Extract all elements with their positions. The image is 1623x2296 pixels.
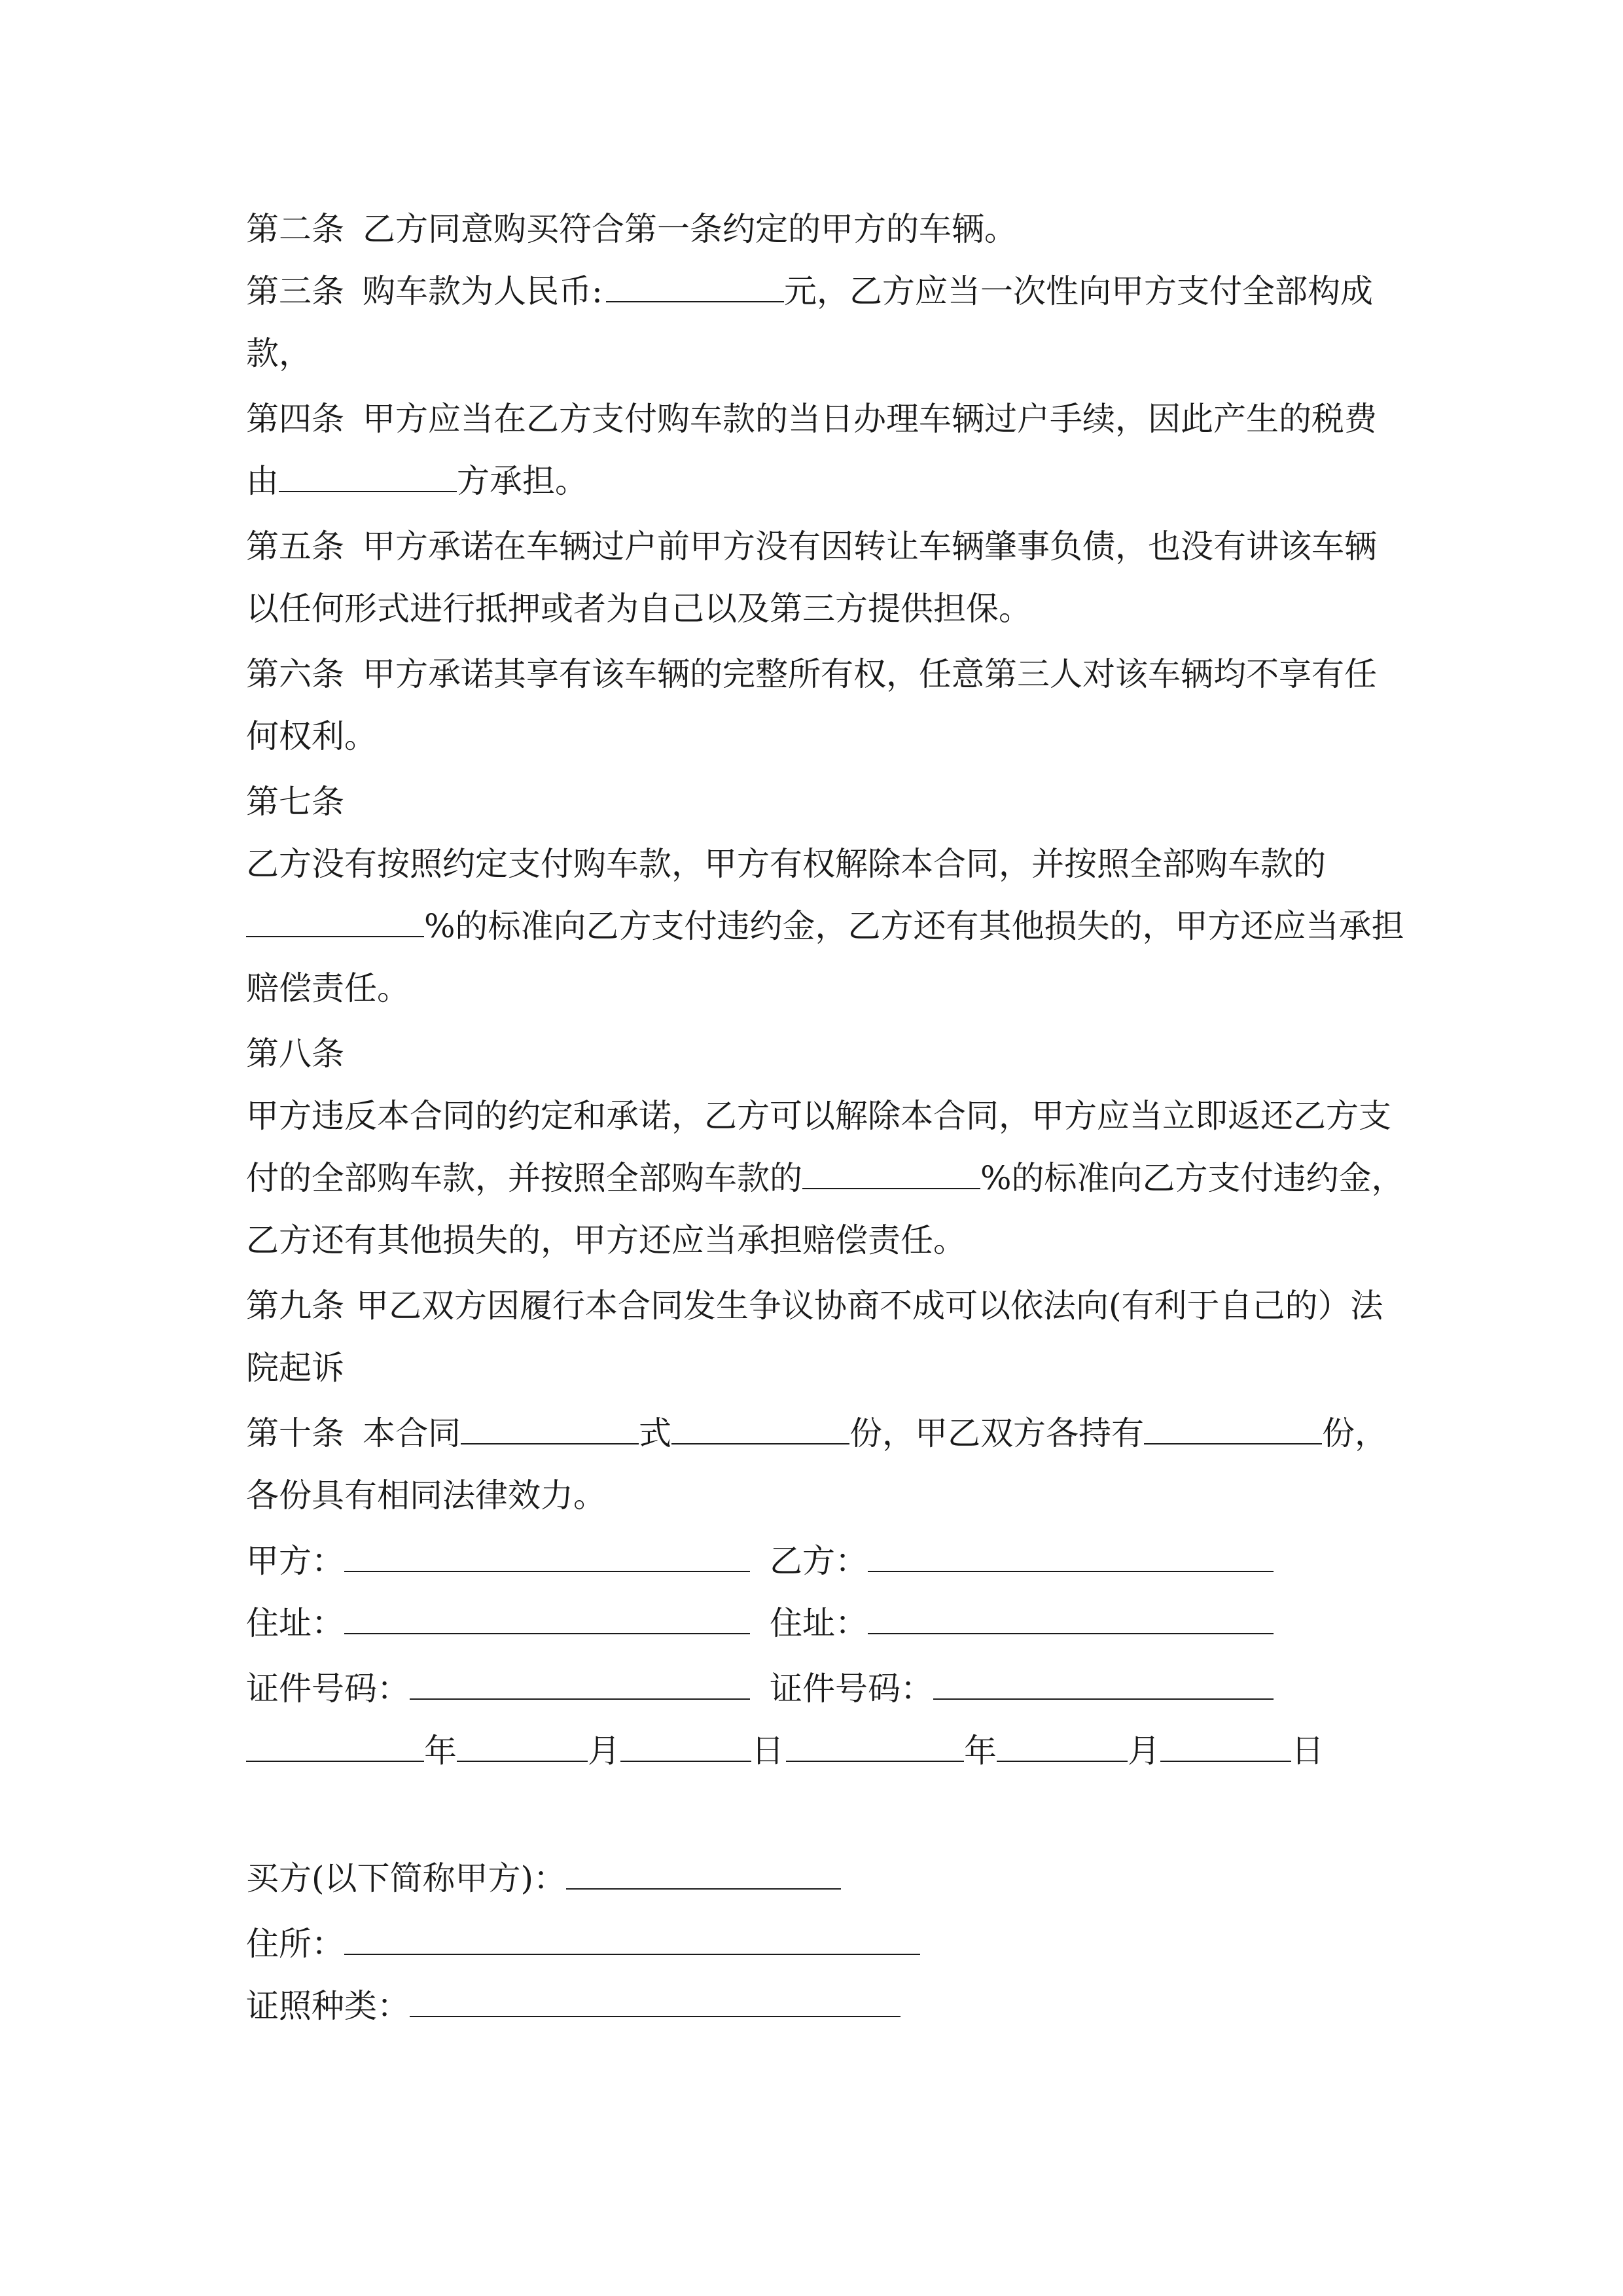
article-3-text-end: 款， bbox=[246, 334, 312, 372]
article-3-text: 购车款为人民币: bbox=[363, 272, 603, 310]
article-6-text: 甲方承诺其享有该车辆的完整所有权，任意第三人对该车辆均不享有任 bbox=[363, 655, 1377, 693]
party-a-label: 甲方： bbox=[246, 1542, 344, 1580]
id-b-label: 证件号码： bbox=[770, 1670, 933, 1708]
article-8-text-b: 付的全部购车款，并按照全部购车款的 bbox=[246, 1159, 802, 1197]
month-b-field[interactable] bbox=[997, 1732, 1128, 1762]
article-8-line-3 bbox=[246, 1221, 966, 1260]
party-b-label: 乙方： bbox=[770, 1542, 868, 1580]
article-10-text-c: 份，甲乙双方各持有 bbox=[849, 1414, 1144, 1452]
day-b-label: 日 bbox=[1291, 1732, 1324, 1770]
article-9-line-2 bbox=[246, 1348, 344, 1388]
article-4 bbox=[246, 399, 1377, 439]
year-a-label: 年 bbox=[424, 1732, 457, 1770]
address-row bbox=[246, 1604, 868, 1643]
article-5-text-b: 以任何形式进行抵押或者为自己以及第三方提供担保。 bbox=[246, 590, 1031, 628]
article-9-label: 第九条 bbox=[246, 1287, 344, 1325]
license-type-field[interactable] bbox=[410, 1987, 901, 2017]
month-a-field[interactable] bbox=[457, 1732, 588, 1762]
article-10-text-e: 各份具有相同法律效力。 bbox=[246, 1477, 606, 1515]
article-5 bbox=[246, 527, 1377, 566]
buyer-name-field[interactable] bbox=[566, 1859, 841, 1890]
id-b-field[interactable] bbox=[933, 1670, 1274, 1700]
article-7-text-b: %的标准向乙方支付违约金，乙方还有其他损失的，甲方还应当承担 bbox=[424, 907, 1404, 945]
article-6-text-b: 何权利。 bbox=[246, 717, 377, 755]
article-10 bbox=[246, 1414, 1387, 1453]
month-b-label: 月 bbox=[1128, 1732, 1160, 1770]
article-4-text-c: 方承担。 bbox=[457, 462, 588, 500]
article-7-label bbox=[246, 782, 344, 821]
article-5-line-2 bbox=[246, 589, 1031, 628]
article-4-text: 甲方应当在乙方支付购车款的当日办理车辆过户手续，因此产生的税费 bbox=[363, 400, 1377, 438]
article-8-label bbox=[246, 1034, 344, 1073]
tax-bearer-blank[interactable] bbox=[279, 462, 457, 492]
copies-each-blank[interactable] bbox=[1144, 1414, 1322, 1444]
day-a-field[interactable] bbox=[620, 1732, 751, 1762]
address-a-label: 住址： bbox=[246, 1604, 344, 1642]
month-a-label: 月 bbox=[588, 1732, 620, 1770]
party-row bbox=[246, 1541, 868, 1581]
buyer-row bbox=[246, 1859, 841, 1898]
article-7-line-3 bbox=[246, 969, 410, 1008]
year-b-field[interactable] bbox=[786, 1732, 964, 1762]
residence-field[interactable] bbox=[344, 1925, 920, 1955]
article-7-line-1 bbox=[246, 844, 1326, 884]
article-3-text-cont: 元，乙方应当一次性向甲方支付全部构成 bbox=[784, 272, 1373, 310]
party-b-field[interactable] bbox=[868, 1542, 1274, 1572]
article-2-text: 乙方同意购买符合第一条约定的甲方的车辆。 bbox=[363, 210, 1017, 248]
article-7-heading: 第七条 bbox=[246, 783, 344, 821]
article-4-line-2 bbox=[246, 461, 588, 501]
residence-label: 住所： bbox=[246, 1925, 344, 1963]
article-9-text-b: 院起诉 bbox=[246, 1349, 344, 1387]
day-a-label: 日 bbox=[751, 1732, 784, 1770]
year-b-label: 年 bbox=[964, 1732, 997, 1770]
article-4-text-b: 由 bbox=[246, 462, 279, 500]
article-8-line-1 bbox=[246, 1096, 1391, 1136]
address-b-field[interactable] bbox=[868, 1604, 1274, 1634]
article-10-line-2 bbox=[246, 1476, 606, 1515]
id-a-field[interactable] bbox=[410, 1670, 750, 1700]
buyer-title-label: 买方(以下简称甲方)： bbox=[246, 1859, 567, 1897]
article-7-line-2 bbox=[246, 906, 1404, 946]
article-2-label: 第二条 bbox=[246, 210, 344, 248]
article-8-text-a: 甲方违反本合同的约定和承诺，乙方可以解除本合同，甲方应当立即返还乙方支 bbox=[246, 1097, 1391, 1135]
date-row bbox=[246, 1731, 1324, 1770]
article-5-label: 第五条 bbox=[246, 528, 344, 565]
article-9 bbox=[246, 1286, 1383, 1325]
article-9-text: 甲乙双方因履行本合同发生争议协商不成可以依法向(有利于自己的）法 bbox=[356, 1287, 1383, 1325]
article-6 bbox=[246, 655, 1377, 694]
penalty-percent-blank-1[interactable] bbox=[246, 907, 424, 937]
article-4-label: 第四条 bbox=[246, 400, 344, 438]
article-8-text-c: %的标准向乙方支付违约金， bbox=[980, 1159, 1404, 1197]
article-8-heading: 第八条 bbox=[246, 1035, 344, 1073]
article-7-text-a: 乙方没有按照约定支付购车款，甲方有权解除本合同，并按照全部购车款的 bbox=[246, 845, 1326, 883]
article-6-line-2 bbox=[246, 717, 377, 756]
article-10-label: 第十条 bbox=[246, 1414, 344, 1452]
id-a-label: 证件号码： bbox=[246, 1670, 410, 1708]
article-5-text: 甲方承诺在车辆过户前甲方没有因转让车辆肇事负债，也没有讲该车辆 bbox=[363, 528, 1377, 565]
article-7-text-c: 赔偿责任。 bbox=[246, 969, 410, 1007]
article-10-text-b: 式 bbox=[639, 1414, 671, 1452]
residence-row bbox=[246, 1924, 920, 1964]
article-3-label: 第三条 bbox=[246, 272, 344, 310]
article-3-line-2 bbox=[246, 334, 312, 373]
license-type-label: 证照种类： bbox=[246, 1987, 410, 2025]
copies-count-blank[interactable] bbox=[671, 1414, 849, 1444]
address-a-field[interactable] bbox=[344, 1604, 750, 1634]
day-b-field[interactable] bbox=[1160, 1732, 1291, 1762]
price-blank[interactable] bbox=[606, 272, 784, 302]
article-10-text-d: 份， bbox=[1322, 1414, 1387, 1452]
article-6-label: 第六条 bbox=[246, 655, 344, 693]
article-2 bbox=[246, 209, 1017, 249]
id-row bbox=[246, 1669, 933, 1708]
license-type-row bbox=[246, 1986, 901, 2026]
year-a-field[interactable] bbox=[246, 1732, 424, 1762]
party-a-field[interactable] bbox=[344, 1542, 750, 1572]
address-b-label: 住址： bbox=[770, 1604, 868, 1642]
copies-form-blank[interactable] bbox=[461, 1414, 639, 1444]
article-8-text-d: 乙方还有其他损失的，甲方还应当承担赔偿责任。 bbox=[246, 1221, 966, 1259]
penalty-percent-blank-2[interactable] bbox=[802, 1159, 980, 1189]
article-10-text-a: 本合同 bbox=[363, 1414, 461, 1452]
article-8-line-2 bbox=[246, 1158, 1404, 1198]
article-3 bbox=[246, 272, 1373, 311]
